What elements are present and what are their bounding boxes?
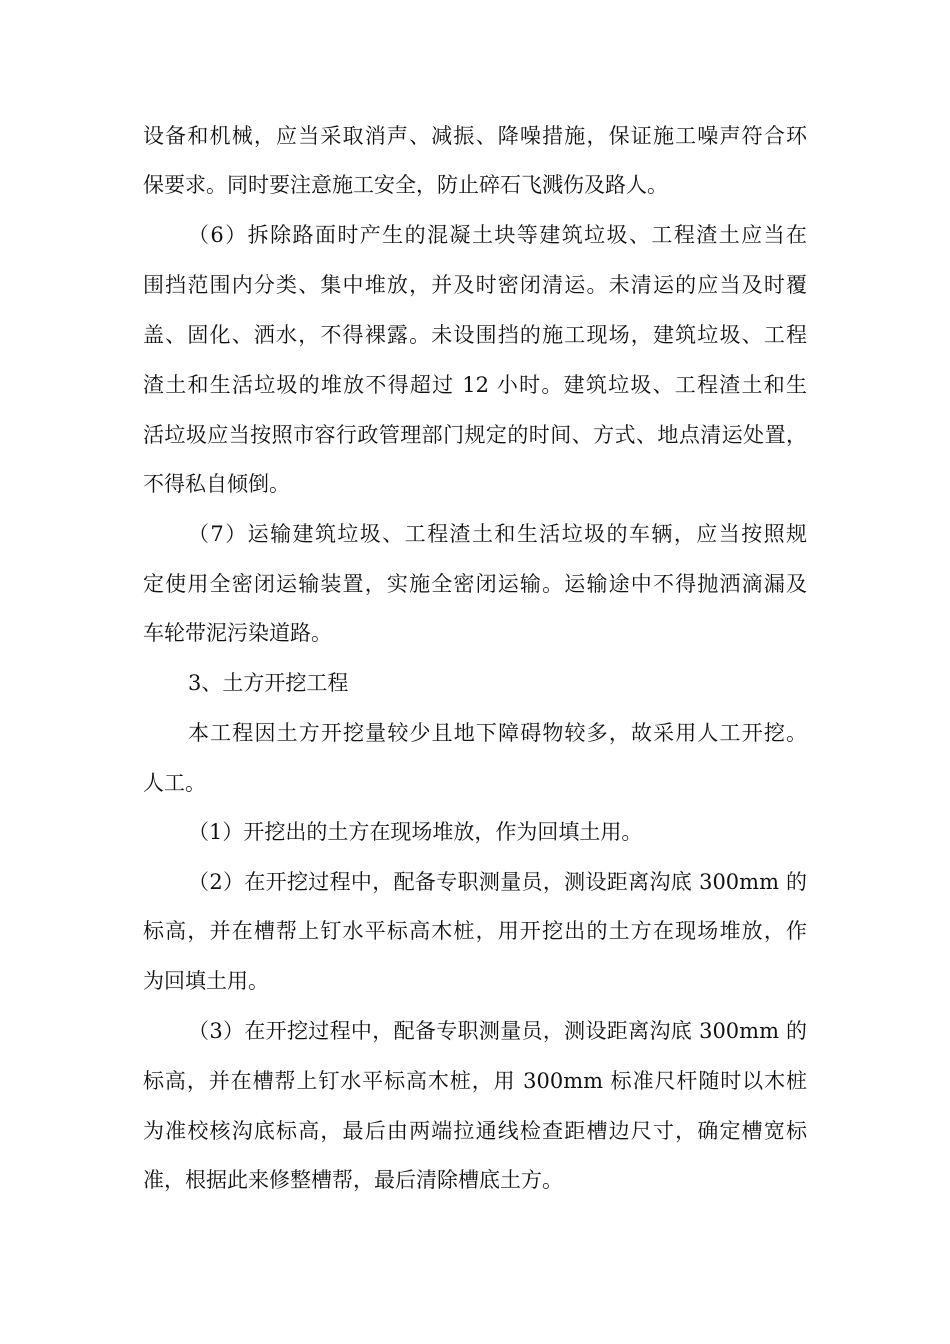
text-line: 设备和机械，应当采取消声、减振、降噪措施，保证施工噪声符合环	[143, 124, 807, 148]
text-line: 定使用全密闭运输装置，实施全密闭运输。运输途中不得抛洒滴漏及	[143, 572, 807, 596]
text-line: 标高，并在槽帮上钉水平标高木桩，用开挖出的土方在现场堆放，作	[143, 919, 807, 943]
text-line: 围挡范围内分类、集中堆放，并及时密闭清运。未清运的应当及时覆	[143, 273, 807, 297]
section-heading: 3、土方开挖工程	[188, 671, 349, 695]
text-line: 不得私自倾倒。	[143, 472, 290, 496]
text-line: 人工。	[143, 771, 206, 795]
text-line: 车轮带泥污染道路。	[143, 621, 332, 645]
text-line: 为回填土用。	[143, 969, 269, 993]
paragraph-6-line: （6）拆除路面时产生的混凝土块等建筑垃圾、工程渣土应当在	[188, 223, 807, 247]
paragraph-7-line: （7）运输建筑垃圾、工程渣土和生活垃圾的车辆，应当按照规	[188, 522, 807, 546]
text-line: 盖、固化、洒水，不得裸露。未设围挡的施工现场，建筑垃圾、工程	[143, 323, 807, 347]
text-line: 为准校核沟底标高，最后由两端拉通线检查距槽边尺寸，确定槽宽标	[143, 1119, 807, 1143]
text-line: 准，根据此来修整槽帮，最后清除槽底土方。	[143, 1168, 563, 1192]
text-line: 本工程因土方开挖量较少且地下障碍物较多，故采用人工开挖。	[188, 721, 807, 745]
text-line: 活垃圾应当按照市容行政管理部门规定的时间、方式、地点清运处置，	[143, 423, 807, 447]
text-line: 保要求。同时要注意施工安全，防止碎石飞溅伤及路人。	[143, 173, 668, 197]
text-line: 渣土和生活垃圾的堆放不得超过 12 小时。建筑垃圾、工程渣土和生	[143, 373, 807, 397]
item-2-line: （2）在开挖过程中，配备专职测量员，测设距离沟底 300mm 的	[188, 870, 807, 894]
item-1-line: （1）开挖出的土方在现场堆放，作为回填土用。	[188, 820, 643, 844]
item-3-line: （3）在开挖过程中，配备专职测量员，测设距离沟底 300mm 的	[188, 1019, 807, 1043]
text-line: 标高，并在槽帮上钉水平标高木桩，用 300mm 标准尺杆随时以木桩	[143, 1069, 807, 1093]
